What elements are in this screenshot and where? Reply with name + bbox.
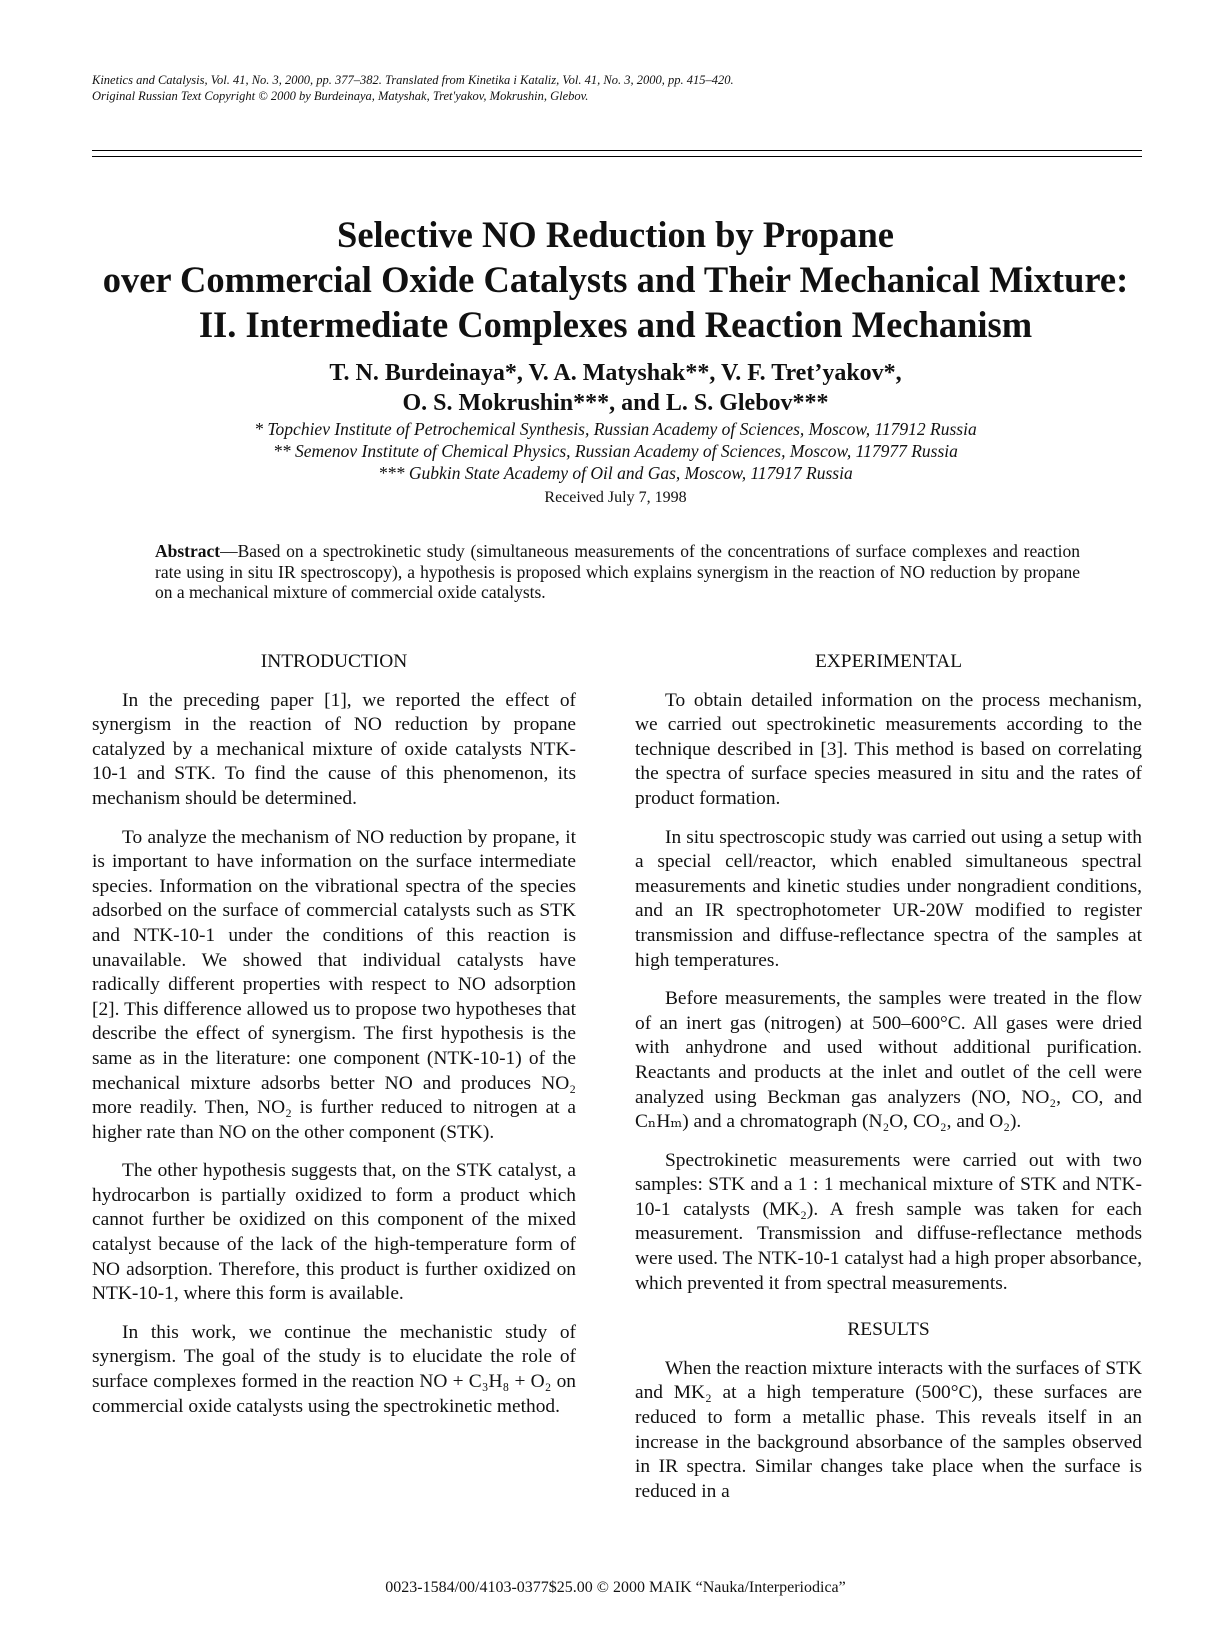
abstract-lead: Abstract	[155, 541, 221, 561]
paper-title	[60, 212, 1171, 347]
experimental-paragraph-3: Before measurements, the samples were treated in the flow of an inert gas (nitrogen) at 500–600°C. All gases were dried with anhydrone and used without additional purification. Reactants and products at the inlet and outlet of the cell were analyzed using Beckman gas analyzers (NO, NO₂, CO, and CₙHₘ) and a chromatograph (N₂O, CO₂, and O₂).	[635, 988, 1142, 1133]
journal-header	[92, 72, 1142, 104]
page-footer: 0023-1584/00/4103-0377$25.00 © 2000 MAIK “Nauka/Interperiodica”	[385, 1579, 846, 1596]
title-line-3: II. Intermediate Complexes and Reaction Mechanism	[198, 304, 1033, 345]
experimental-paragraph-2: In situ spectroscopic study was carried out using a setup with a special cell/reactor, which enabled simultaneous spectral measurements and kinetic studies under nongradient conditions, and an IR spectrophotometer UR-20W modified to register transmission and diffuse-reflectance spectra of the samples at high temperatures.	[635, 826, 1142, 971]
intro-paragraph-4: In this work, we continue the mechanistic study of synergism. The goal of the study is to elucidate the role of surface complexes formed in the reaction NO + C₃H₈ + O₂ on commercial oxide catalysts using the spectrokinetic method.	[92, 1321, 576, 1417]
experimental-paragraph-1: To obtain detailed information on the process mechanism, we carried out spectrokinetic measurements according to the technique described in [3]. This method is based on correlating the spectra of surface species measured in situ and the rates of product formation.	[635, 689, 1142, 809]
intro-paragraph-2: To analyze the mechanism of NO reduction by propane, it is important to have information on the surface intermediate species. Information on the vibrational spectra of the species adsorbed on the surface of commercial catalysts such as STK and NTK-10-1 under the conditions of this reaction is unavailable. We showed that individual catalysts have radically different properties with respect to NO adsorption [2]. This difference allowed us to propose two hypotheses that describe the effect of synergism. The first hypothesis is the same as in the literature: one component (NTK-10-1) of the mechanical mixture adsorbs better NO and produces NO₂ more readily. Then, NO₂ is further reduced to nitrogen at a higher rate than NO on the other component (STK).	[92, 826, 576, 1143]
author-list	[60, 358, 1171, 418]
right-column	[635, 650, 1142, 1518]
title-line-1: Selective NO Reduction by Propane	[337, 214, 894, 255]
intro-paragraph-3: The other hypothesis suggests that, on the STK catalyst, a hydrocarbon is partially oxidized to form a product which cannot further be oxidized on this component of the mixed catalyst because of the lack of the high-temperature form of NO adsorption. Therefore, this product is further oxidized on NTK-10-1, where this form is available.	[92, 1160, 576, 1305]
intro-paragraph-1: In the preceding paper [1], we reported the effect of synergism in the reaction of NO reduction by propane catalyzed by a mechanical mixture of oxide catalysts NTK-10-1 and STK. To find the cause of this phenomenon, its mechanism should be determined.	[92, 689, 576, 809]
title-line-2: over Commercial Oxide Catalysts and Their Mechanical Mixture:	[102, 259, 1129, 300]
section-heading-introduction: INTRODUCTION	[260, 651, 408, 672]
section-heading-results: RESULTS	[847, 1319, 930, 1341]
results-paragraph-1: When the reaction mixture interacts with the surfaces of STK and MK₂ at a high temperature (500°C), these surfaces are reduced to form a metallic phase. This reveals itself in an increase in the background absorbance of the samples observed in IR spectra. Similar changes take place when the surface is reduced in a	[635, 1357, 1142, 1502]
header-rule-bottom	[92, 156, 1142, 157]
authors-line-2: O. S. Mokrushin***, and L. S. Glebov***	[402, 390, 829, 416]
citation-line: Kinetics and Catalysis, Vol. 41, No. 3, 2000, pp. 377–382. Translated from Kinetika i Kataliz, Vol. 41, No. 3, 2000, pp. 415–420.	[92, 73, 734, 87]
affiliation-3: *** Gubkin State Academy of Oil and Gas, Moscow, 117917 Russia	[378, 463, 853, 483]
authors-line-1: T. N. Burdeinaya*, V. A. Matyshak**, V. F. Tret’yakov*,	[329, 360, 902, 386]
section-heading-experimental: EXPERIMENTAL	[814, 651, 963, 672]
received-date: Received July 7, 1998	[544, 489, 687, 506]
copyright-line: Original Russian Text Copyright © 2000 by Burdeinaya, Matyshak, Tret'yakov, Mokrushin, Glebov.	[92, 89, 589, 103]
header-rule-top	[92, 150, 1142, 151]
abstract	[155, 541, 1080, 603]
abstract-text: —Based on a spectrokinetic study (simultaneous measurements of the concentrations of surface complexes and reaction rate using in situ IR spectroscopy), a hypothesis is proposed which explains synergism in the reaction of NO reduction by propane on a mechanical mixture of commercial oxide catalysts.	[155, 541, 1080, 602]
affiliation-2: ** Semenov Institute of Chemical Physics, Russian Academy of Sciences, Moscow, 117977 Russia	[273, 441, 958, 461]
left-column	[92, 650, 576, 1433]
experimental-paragraph-4: Spectrokinetic measurements were carried out with two samples: STK and a 1 : 1 mechanical mixture of STK and NTK-10-1 catalysts (MK₂). A fresh sample was taken for each measurement. Transmission and diffuse-reflectance methods were used. The NTK-10-1 catalyst had a high proper absorbance, which prevented it from spectral measurements.	[635, 1149, 1142, 1294]
affiliations	[60, 418, 1171, 484]
affiliation-1: * Topchiev Institute of Petrochemical Synthesis, Russian Academy of Sciences, Moscow, 117912 Russia	[254, 419, 977, 439]
